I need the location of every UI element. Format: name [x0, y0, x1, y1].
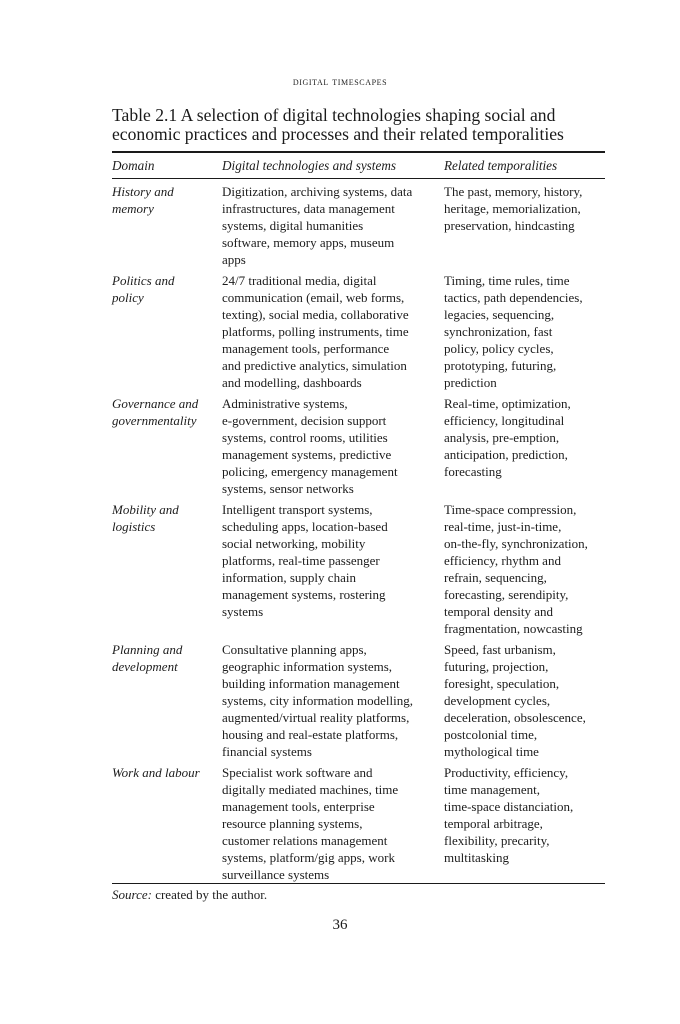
table-header-row	[112, 153, 605, 178]
cell-temporalities	[444, 641, 605, 760]
cell-temporalities	[444, 272, 605, 391]
cell-line: foresight, speculation,	[444, 676, 560, 691]
header-domain: Domain	[112, 158, 155, 173]
table-caption	[112, 106, 612, 144]
cell-line: social networking, mobility	[222, 536, 366, 551]
cell-line: Planning and	[112, 642, 183, 657]
cell-line: software, memory apps, museum	[222, 235, 395, 250]
header-technologies: Digital technologies and systems	[222, 158, 396, 173]
cell-line: flexibility, precarity,	[444, 833, 550, 848]
cell-technologies	[222, 395, 444, 497]
source-label: Source:	[112, 887, 152, 902]
cell-line: synchronization, fast	[444, 324, 553, 339]
running-head-text: digital timescapes	[292, 76, 388, 88]
cell-line: scheduling apps, location-based	[222, 519, 388, 534]
cell-technologies	[222, 764, 444, 883]
cell-line: efficiency, longitudinal	[444, 413, 565, 428]
cell-technologies	[222, 641, 444, 760]
running-head	[0, 76, 680, 88]
cell-line: The past, memory, history,	[444, 184, 583, 199]
cell-line: futuring, projection,	[444, 659, 549, 674]
table-row	[112, 391, 605, 497]
cell-line: Intelligent transport systems,	[222, 502, 373, 517]
table-row	[112, 268, 605, 391]
cell-line: anticipation, prediction,	[444, 447, 568, 462]
cell-line: systems, sensor networks	[222, 481, 354, 496]
cell-temporalities	[444, 395, 605, 497]
cell-temporalities	[444, 501, 605, 637]
cell-line: development cycles,	[444, 693, 551, 708]
header-temporalities: Related temporalities	[444, 158, 558, 173]
cell-line: and predictive analytics, simulation	[222, 358, 407, 373]
cell-line: surveillance systems	[222, 867, 330, 882]
cell-line: memory	[112, 201, 154, 216]
cell-line: preservation, hindcasting	[444, 218, 575, 233]
cell-line: systems, digital humanities	[222, 218, 364, 233]
cell-line: building information management	[222, 676, 400, 691]
cell-line: augmented/virtual reality platforms,	[222, 710, 410, 725]
cell-domain	[112, 272, 222, 391]
cell-line: and modelling, dashboards	[222, 375, 362, 390]
cell-domain	[112, 395, 222, 497]
cell-line: deceleration, obsolescence,	[444, 710, 586, 725]
cell-line: fragmentation, nowcasting	[444, 621, 583, 636]
cell-line: systems, platform/gig apps, work	[222, 850, 395, 865]
cell-line: refrain, sequencing,	[444, 570, 547, 585]
cell-line: communication (email, web forms,	[222, 290, 405, 305]
cell-line: systems	[222, 604, 264, 619]
cell-line: logistics	[112, 519, 156, 534]
cell-line: customer relations management	[222, 833, 388, 848]
cell-line: systems, control rooms, utilities	[222, 430, 388, 445]
cell-line: prediction	[444, 375, 497, 390]
cell-line: management tools, enterprise	[222, 799, 375, 814]
cell-technologies	[222, 501, 444, 637]
cell-line: policy	[112, 290, 144, 305]
cell-line: forecasting	[444, 464, 502, 479]
cell-line: prototyping, futuring,	[444, 358, 557, 373]
cell-line: 24/7 traditional media, digital	[222, 273, 377, 288]
cell-line: mythological time	[444, 744, 539, 759]
cell-line: platforms, polling instruments, time	[222, 324, 409, 339]
cell-line: systems, city information modelling,	[222, 693, 414, 708]
cell-line: postcolonial time,	[444, 727, 538, 742]
cell-line: housing and real-estate platforms,	[222, 727, 399, 742]
cell-line: financial systems	[222, 744, 312, 759]
cell-line: forecasting, serendipity,	[444, 587, 569, 602]
cell-line: on-the-fly, synchronization,	[444, 536, 588, 551]
cell-line: Timing, time rules, time	[444, 273, 570, 288]
cell-line: policy, policy cycles,	[444, 341, 554, 356]
cell-domain	[112, 183, 222, 268]
cell-technologies	[222, 183, 444, 268]
data-table	[112, 151, 605, 903]
cell-line: Speed, fast urbanism,	[444, 642, 556, 657]
cell-line: Work and labour	[112, 765, 200, 780]
cell-line: policing, emergency management	[222, 464, 398, 479]
cell-line: management systems, rostering	[222, 587, 386, 602]
cell-line: Consultative planning apps,	[222, 642, 367, 657]
cell-line: Administrative systems,	[222, 396, 348, 411]
cell-line: History and	[112, 184, 174, 199]
table-source-note	[112, 884, 605, 903]
cell-line: Productivity, efficiency,	[444, 765, 569, 780]
cell-line: infrastructures, data management	[222, 201, 395, 216]
cell-line: efficiency, rhythm and	[444, 553, 561, 568]
source-text: created by the author.	[151, 887, 268, 902]
cell-domain	[112, 641, 222, 760]
cell-line: management tools, performance	[222, 341, 390, 356]
cell-line: analysis, pre-emption,	[444, 430, 560, 445]
caption-line: Table 2.1 A selection of digital technologies shaping social and	[112, 105, 556, 125]
cell-line: tactics, path dependencies,	[444, 290, 583, 305]
cell-line: Time-space compression,	[444, 502, 577, 517]
cell-line: governmentality	[112, 413, 197, 428]
cell-line: time management,	[444, 782, 541, 797]
cell-line: heritage, memorialization,	[444, 201, 581, 216]
caption-line: economic practices and processes and their related temporalities	[112, 124, 564, 144]
cell-line: information, supply chain	[222, 570, 356, 585]
cell-line: Governance and	[112, 396, 199, 411]
table-body	[112, 179, 605, 883]
cell-line: development	[112, 659, 178, 674]
cell-temporalities	[444, 764, 605, 883]
cell-line: Digitization, archiving systems, data	[222, 184, 413, 199]
cell-line: geographic information systems,	[222, 659, 393, 674]
cell-line: digitally mediated machines, time	[222, 782, 399, 797]
cell-line: platforms, real-time passenger	[222, 553, 380, 568]
table-row	[112, 497, 605, 637]
page-number: 36	[332, 917, 348, 933]
cell-line: real-time, just-in-time,	[444, 519, 562, 534]
cell-line: texting), social media, collaborative	[222, 307, 409, 322]
cell-line: temporal arbitrage,	[444, 816, 543, 831]
cell-line: Mobility and	[112, 502, 179, 517]
cell-domain	[112, 764, 222, 883]
cell-line: temporal density and	[444, 604, 554, 619]
cell-line: apps	[222, 252, 246, 267]
cell-technologies	[222, 272, 444, 391]
cell-line: legacies, sequencing,	[444, 307, 555, 322]
table-row	[112, 179, 605, 268]
table-row	[112, 637, 605, 760]
cell-line: resource planning systems,	[222, 816, 363, 831]
cell-line: management systems, predictive	[222, 447, 392, 462]
cell-line: Specialist work software and	[222, 765, 373, 780]
cell-line: Politics and	[112, 273, 175, 288]
cell-line: Real-time, optimization,	[444, 396, 571, 411]
table-row	[112, 760, 605, 883]
cell-line: e-government, decision support	[222, 413, 387, 428]
cell-domain	[112, 501, 222, 637]
cell-line: time-space distanciation,	[444, 799, 574, 814]
cell-line: multitasking	[444, 850, 509, 865]
cell-temporalities	[444, 183, 605, 268]
